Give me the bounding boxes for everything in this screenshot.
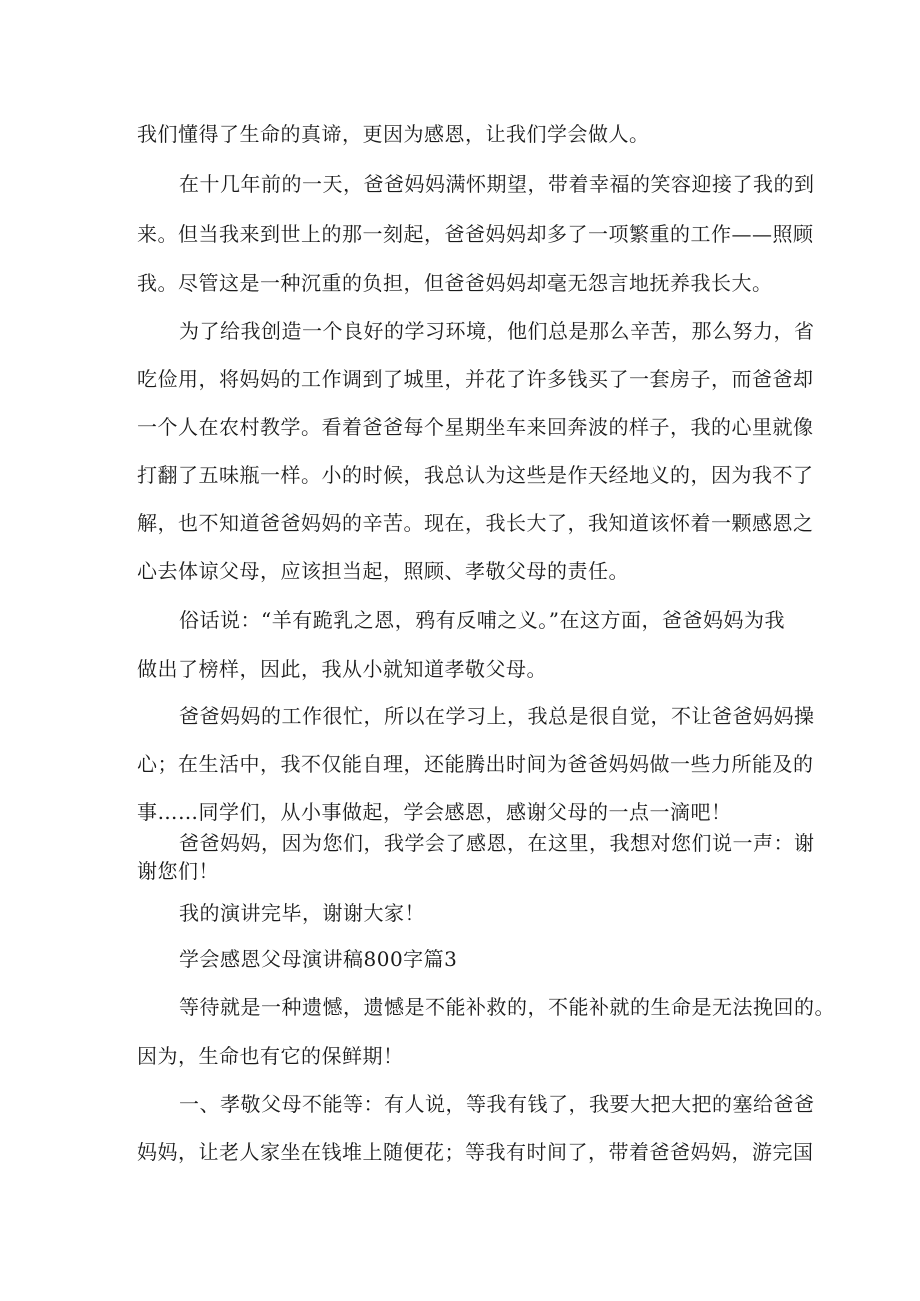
paragraph-line: 心；在生活中，我不仅能自理，还能腾出时间为爸爸妈妈做一些力所能及的 [137,752,814,776]
paragraph-line: 俗话说：“羊有跪乳之恩，鸦有反哺之义。”在这方面，爸爸妈妈为我 [179,608,785,632]
paragraph-line: 等待就是一种遗憾，遗憾是不能补救的，不能补就的生命是无法挽回的。 [179,995,835,1019]
paragraph-line: 为了给我创造一个良好的学习环境，他们总是那么辛苦，那么努力，省 [179,319,815,343]
paragraph-line: 事……同学们，从小事做起，学会感恩，感谢父母的一点一滴吧！ [137,800,732,824]
paragraph-line: 因为，生命也有它的保鲜期！ [137,1044,404,1068]
paragraph-line: 我。尽管这是一种沉重的负担，但爸爸妈妈却毫无怨言地抚养我长大。 [137,271,773,295]
paragraph-line: 吃俭用，将妈妈的工作调到了城里，并花了许多钱买了一套房子，而爸爸却 [137,367,814,391]
paragraph-line: 打翻了五味瓶一样。小的时候，我总认为这些是作天经地义的，因为我不了 [137,463,814,487]
paragraph-line: 在十几年前的一天，爸爸妈妈满怀期望，带着幸福的笑容迎接了我的到 [179,172,815,196]
paragraph-line: 来。但当我来到世上的那一刻起，爸爸妈妈却多了一项繁重的工作——照顾 [137,222,814,246]
section-heading: 学会感恩父母演讲稿800字篇3 [179,947,458,971]
paragraph-line: 一个人在农村教学。看着爸爸每个星期坐车来回奔波的样子，我的心里就像 [137,415,814,439]
paragraph-line: 我们懂得了生命的真谛，更因为感恩，让我们学会做人。 [137,122,650,146]
paragraph-line: 做出了榜样，因此，我从小就知道孝敬父母。 [137,657,547,681]
paragraph-line: 妈妈，让老人家坐在钱堆上随便花；等我有时间了，带着爸爸妈妈，游完国 [137,1140,814,1164]
paragraph-line: 我的演讲完毕，谢谢大家！ [179,901,425,925]
paragraph-line: 爸爸妈妈，因为您们，我学会了感恩，在这里，我想对您们说一声：谢 [179,831,815,855]
paragraph-line: 解，也不知道爸爸妈妈的辛苦。现在，我长大了，我知道该怀着一颗感恩之 [137,511,814,535]
paragraph-line: 心去体谅父母，应该担当起，照顾、孝敬父母的责任。 [137,559,629,583]
paragraph-line: 谢您们！ [137,859,219,883]
paragraph-line: 爸爸妈妈的工作很忙，所以在学习上，我总是很自觉，不让爸爸妈妈操 [179,704,815,728]
paragraph-line: 一、孝敬父母不能等：有人说，等我有钱了，我要大把大把的塞给爸爸 [179,1092,815,1116]
